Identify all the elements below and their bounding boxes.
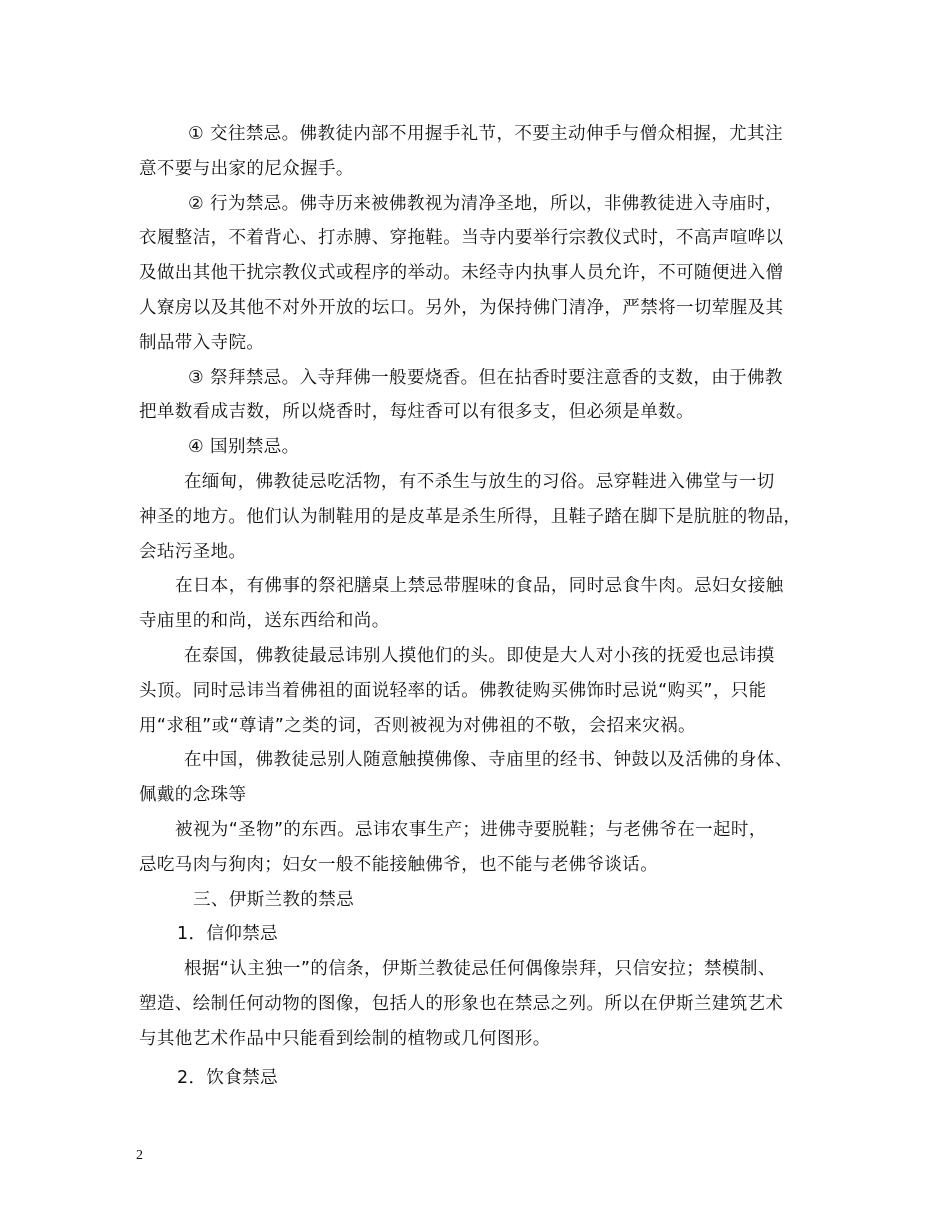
subsection-heading: 1．信仰禁忌 <box>177 924 279 945</box>
text-line: 人寮房以及其他不对外开放的坛口。另外，为保持佛门清净，严禁将一切荤腥及其 <box>139 297 784 318</box>
text-line: ① 交往禁忌。佛教徒内部不用握手礼节，不要主动伸手与僧众相握，尤其注 <box>188 124 783 144</box>
text-line: 忌吃马肉与狗肉；妇女一般不能接触佛爷，也不能与老佛爷谈话。 <box>139 854 659 875</box>
text-line: 塑造、绘制任何动物的图像，包括人的形象也在禁忌之列。所以在伊斯兰建筑艺术 <box>139 993 784 1014</box>
text-line: 会玷污圣地。 <box>139 541 247 562</box>
text-line: 神圣的地方。他们认为制鞋用的是皮革是杀生所得，且鞋子踏在脚下是肮脏的物品， <box>139 506 802 527</box>
text-line: 在日本，有佛事的祭祀膳桌上禁忌带腥味的食品，同时忌食牛肉。忌妇女接触 <box>175 576 784 597</box>
text-line: 把单数看成吉数，所以烧香时，每炷香可以有很多支，但必须是单数。 <box>139 402 694 423</box>
text-line: 在泰国，佛教徒最忌讳别人摸他们的头。即使是大人对小孩的抚爱也忌讳摸 <box>184 645 775 666</box>
text-line: 衣履整洁，不着背心、打赤膊、穿拖鞋。当寺内要举行宗教仪式时，不高声喧哗以 <box>139 228 784 249</box>
text-line: 在中国，佛教徒忌别人随意触摸佛像、寺庙里的经书、钟鼓以及活佛的身体、 <box>184 750 793 771</box>
text-line: ④ 国别禁忌。 <box>188 437 300 458</box>
text-line: 及做出其他干扰宗教仪式或程序的举动。未经寺内执事人员允许，不可随便进入僧 <box>139 263 784 284</box>
section-heading: 三、伊斯兰教的禁忌 <box>193 889 355 910</box>
text-line: ② 行为禁忌。佛寺历来被佛教视为清净圣地，所以，非佛教徒进入寺庙时， <box>188 193 783 214</box>
text-line: 与其他艺术作品中只能看到绘制的植物或几何图形。 <box>139 1028 551 1049</box>
text-line: 头顶。同时忌讳当着佛祖的面说轻率的话。佛教徒购买佛饰时忌说“购买”，只能 <box>139 680 767 701</box>
subsection-heading: 2．饮食禁忌 <box>177 1067 279 1088</box>
text-line: 被视为“圣物”的东西。忌讳农事生产；进佛寺要脱鞋；与老佛爷在一起时， <box>175 819 767 840</box>
text-line: 寺庙里的和尚，送东西给和尚。 <box>139 611 390 632</box>
text-line: 在缅甸，佛教徒忌吃活物，有不杀生与放生的习俗。忌穿鞋进入佛堂与一切 <box>184 471 775 492</box>
page-number: 2 <box>136 1148 143 1163</box>
text-line: 意不要与出家的尼众握手。 <box>139 158 354 179</box>
document-body <box>139 117 819 1095</box>
text-line: 佩戴的念珠等 <box>139 785 247 806</box>
text-line: ③ 祭拜禁忌。入寺拜佛一般要烧香。但在拈香时要注意香的支数，由于佛教 <box>188 367 783 388</box>
text-line: 制品带入寺院。 <box>139 332 265 353</box>
text-line: 用“求租”或“尊请”之类的词，否则被视为对佛祖的不敬，会招来灾祸。 <box>139 715 696 736</box>
text-line: 根据“认主独一”的信条，伊斯兰教徒忌任何偶像崇拜，只信安拉；禁模制、 <box>184 959 776 980</box>
